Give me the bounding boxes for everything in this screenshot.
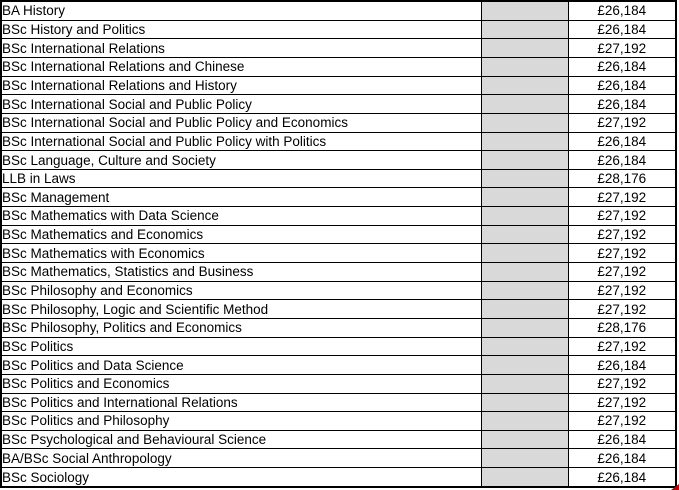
programme-cell: BSc Philosophy, Politics and Economics <box>1 318 481 337</box>
table-row <box>1 356 676 375</box>
shaded-cell <box>481 318 568 337</box>
table-row <box>1 300 676 319</box>
shaded-cell <box>481 468 568 487</box>
programme-cell: BSc International Relations <box>1 39 481 58</box>
programme-cell: BSc Language, Culture and Society <box>1 151 481 170</box>
programme-cell: BSc Sociology <box>1 468 481 487</box>
fee-cell: £26,184 <box>568 151 676 170</box>
table-row <box>1 244 676 263</box>
programme-cell: BSc Management <box>1 188 481 207</box>
programme-cell: BSc Politics and Economics <box>1 374 481 393</box>
table-row <box>1 337 676 356</box>
programme-cell: BSc Philosophy and Economics <box>1 281 481 300</box>
table-row <box>1 113 676 132</box>
shaded-cell <box>481 393 568 412</box>
fees-table-body <box>1 1 676 487</box>
fee-cell: £26,184 <box>568 76 676 95</box>
programme-cell: BSc Mathematics and Economics <box>1 225 481 244</box>
fee-cell: £26,184 <box>568 449 676 468</box>
fee-cell: £28,176 <box>568 318 676 337</box>
fee-cell: £26,184 <box>568 430 676 449</box>
programme-cell: LLB in Laws <box>1 169 481 188</box>
programme-cell: BA History <box>1 1 481 20</box>
fee-cell: £27,192 <box>568 412 676 431</box>
fee-cell: £27,192 <box>568 39 676 58</box>
programme-cell: BSc Mathematics, Statistics and Business <box>1 263 481 282</box>
shaded-cell <box>481 412 568 431</box>
table-row <box>1 374 676 393</box>
fee-cell: £28,176 <box>568 169 676 188</box>
shaded-cell <box>481 132 568 151</box>
programme-cell: BSc Mathematics with Data Science <box>1 207 481 226</box>
fee-cell: £27,192 <box>568 300 676 319</box>
table-row <box>1 169 676 188</box>
table-row <box>1 449 676 468</box>
table-row <box>1 468 676 487</box>
table-row <box>1 225 676 244</box>
fee-cell: £27,192 <box>568 263 676 282</box>
shaded-cell <box>481 337 568 356</box>
programme-cell: BSc History and Politics <box>1 20 481 39</box>
table-row <box>1 393 676 412</box>
table-row <box>1 58 676 77</box>
shaded-cell <box>481 1 568 20</box>
shaded-cell <box>481 20 568 39</box>
table-row <box>1 412 676 431</box>
fee-cell: £27,192 <box>568 374 676 393</box>
shaded-cell <box>481 374 568 393</box>
programme-cell: BSc Politics <box>1 337 481 356</box>
table-row <box>1 207 676 226</box>
programme-cell: BSc Politics and International Relations <box>1 393 481 412</box>
shaded-cell <box>481 281 568 300</box>
programme-cell: BSc International Social and Public Policy <box>1 95 481 114</box>
programme-cell: BA/BSc Social Anthropology <box>1 449 481 468</box>
shaded-cell <box>481 76 568 95</box>
shaded-cell <box>481 39 568 58</box>
shaded-cell <box>481 300 568 319</box>
table-row <box>1 1 676 20</box>
fee-cell: £27,192 <box>568 113 676 132</box>
shaded-cell <box>481 449 568 468</box>
fee-cell: £27,192 <box>568 188 676 207</box>
shaded-cell <box>481 169 568 188</box>
fee-cell: £27,192 <box>568 207 676 226</box>
shaded-cell <box>481 151 568 170</box>
programme-cell: BSc Philosophy, Logic and Scientific Method <box>1 300 481 319</box>
table-row <box>1 281 676 300</box>
programme-cell: BSc Mathematics with Economics <box>1 244 481 263</box>
table-row <box>1 132 676 151</box>
programme-cell: BSc International Relations and Chinese <box>1 58 481 77</box>
programme-cell: BSc International Social and Public Policy with Politics <box>1 132 481 151</box>
shaded-cell <box>481 430 568 449</box>
fee-cell: £26,184 <box>568 468 676 487</box>
programme-cell: BSc Psychological and Behavioural Science <box>1 430 481 449</box>
table-row <box>1 318 676 337</box>
fee-cell: £26,184 <box>568 20 676 39</box>
fee-cell: £27,192 <box>568 225 676 244</box>
fee-cell: £27,192 <box>568 393 676 412</box>
shaded-cell <box>481 188 568 207</box>
fee-cell: £26,184 <box>568 356 676 375</box>
fee-cell: £27,192 <box>568 337 676 356</box>
table-row <box>1 430 676 449</box>
shaded-cell <box>481 113 568 132</box>
table-row <box>1 188 676 207</box>
fee-cell: £26,184 <box>568 58 676 77</box>
table-row <box>1 151 676 170</box>
fee-cell: £26,184 <box>568 132 676 151</box>
fee-cell: £26,184 <box>568 95 676 114</box>
table-row <box>1 263 676 282</box>
table-row <box>1 20 676 39</box>
shaded-cell <box>481 225 568 244</box>
shaded-cell <box>481 207 568 226</box>
programme-cell: BSc International Relations and History <box>1 76 481 95</box>
table-row <box>1 39 676 58</box>
table-row <box>1 95 676 114</box>
fee-cell: £26,184 <box>568 1 676 20</box>
shaded-cell <box>481 356 568 375</box>
shaded-cell <box>481 58 568 77</box>
programme-cell: BSc Politics and Data Science <box>1 356 481 375</box>
programme-cell: BSc International Social and Public Policy and Economics <box>1 113 481 132</box>
shaded-cell <box>481 244 568 263</box>
fee-cell: £27,192 <box>568 244 676 263</box>
shaded-cell <box>481 95 568 114</box>
table-row <box>1 76 676 95</box>
shaded-cell <box>481 263 568 282</box>
fee-cell: £27,192 <box>568 281 676 300</box>
programme-cell: BSc Politics and Philosophy <box>1 412 481 431</box>
